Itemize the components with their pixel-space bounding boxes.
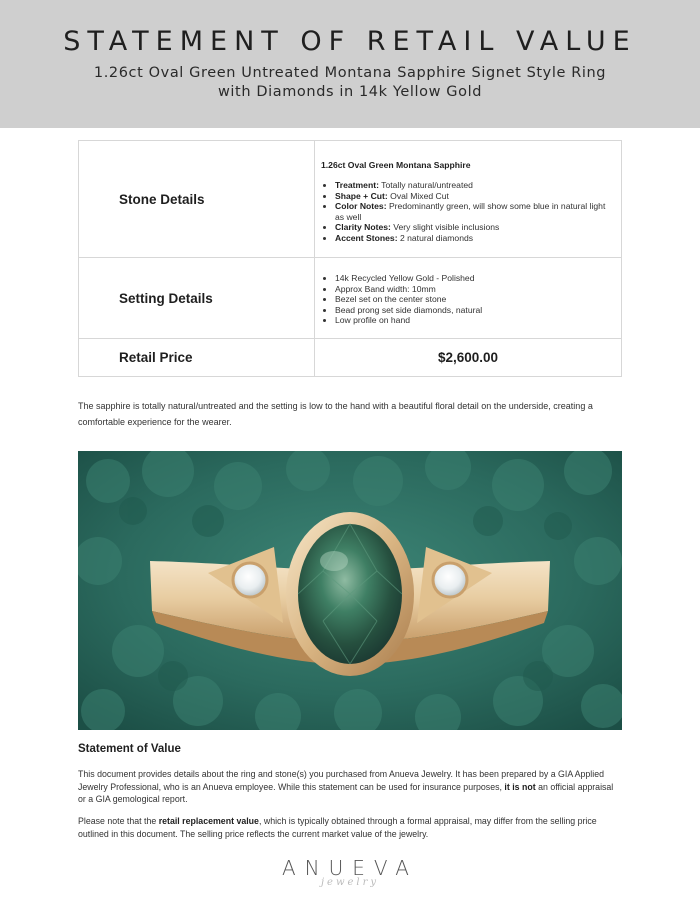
retail-price-row (79, 339, 622, 377)
setting-details-row (79, 258, 622, 339)
list-item: • Accent Stones: 2 natural diamonds (335, 233, 615, 244)
document-title: STATEMENT OF RETAIL VALUE (63, 26, 637, 57)
page-header (0, 0, 700, 128)
stone-title: 1.26ct Oval Green Montana Sapphire (321, 159, 471, 170)
setting-details-list (321, 273, 615, 326)
ring-photo (78, 451, 622, 730)
stone-details-row (79, 141, 622, 258)
list-item: • Color Notes: Predominantly green, will show some blue in natural light as well (335, 201, 615, 222)
retail-price-label: Retail Price (79, 339, 315, 377)
stone-details-list (321, 180, 615, 243)
retail-price-value: $2,600.00 (315, 339, 622, 377)
ring-subtitle (60, 64, 640, 102)
statement-paragraph-2: Please note that the retail replacement value, which is typically obtained through a formal appraisal, may differ from the selling price outlined in this document. The selling price reflects the current market value of the jewelry. (78, 816, 597, 839)
statement-paragraph-1: This document provides details about the ring and stone(s) you purchased from Anueva Jewelry. It has been prepared by a GIA Applied Jewelry Professional, who is an Anueva employee. While this statement can be used for insurance purposes, it is not an official appraisal or a GIA gemological report. (78, 769, 614, 804)
stone-details-content (315, 141, 622, 258)
subtitle-line-1: 1.26ct Oval Green Untreated Montana Sapphire Signet Style Ring (93, 65, 607, 81)
statement-of-value-title: Statement of Value (78, 743, 181, 755)
setting-details-content (315, 258, 622, 339)
list-item: • 14k Recycled Yellow Gold - Polished (335, 273, 615, 284)
details-table (78, 140, 622, 377)
ring-description: The sapphire is totally natural/untreated and the setting is low to the hand with a beautiful floral detail on the underside, creating a comfortable experience for the wearer. (78, 401, 593, 427)
list-item: • Low profile on hand (335, 315, 615, 326)
subtitle-line-2: with Diamonds in 14k Yellow Gold (217, 84, 483, 100)
list-item: • Bezel set on the center stone (335, 294, 615, 305)
list-item: • Shape + Cut: Oval Mixed Cut (335, 191, 615, 202)
anueva-logo (0, 856, 700, 888)
list-item: • Bead prong set side diamonds, natural (335, 305, 615, 316)
list-item: • Treatment: Totally natural/untreated (335, 180, 615, 191)
logo-tagline: jewelry (320, 877, 380, 888)
logo-wordmark: ANUEVA (281, 856, 418, 880)
list-item: • Approx Band width: 10mm (335, 284, 615, 295)
setting-details-label: Setting Details (79, 258, 315, 339)
list-item: • Clarity Notes: Very slight visible inclusions (335, 222, 615, 233)
stone-details-label: Stone Details (79, 141, 315, 258)
